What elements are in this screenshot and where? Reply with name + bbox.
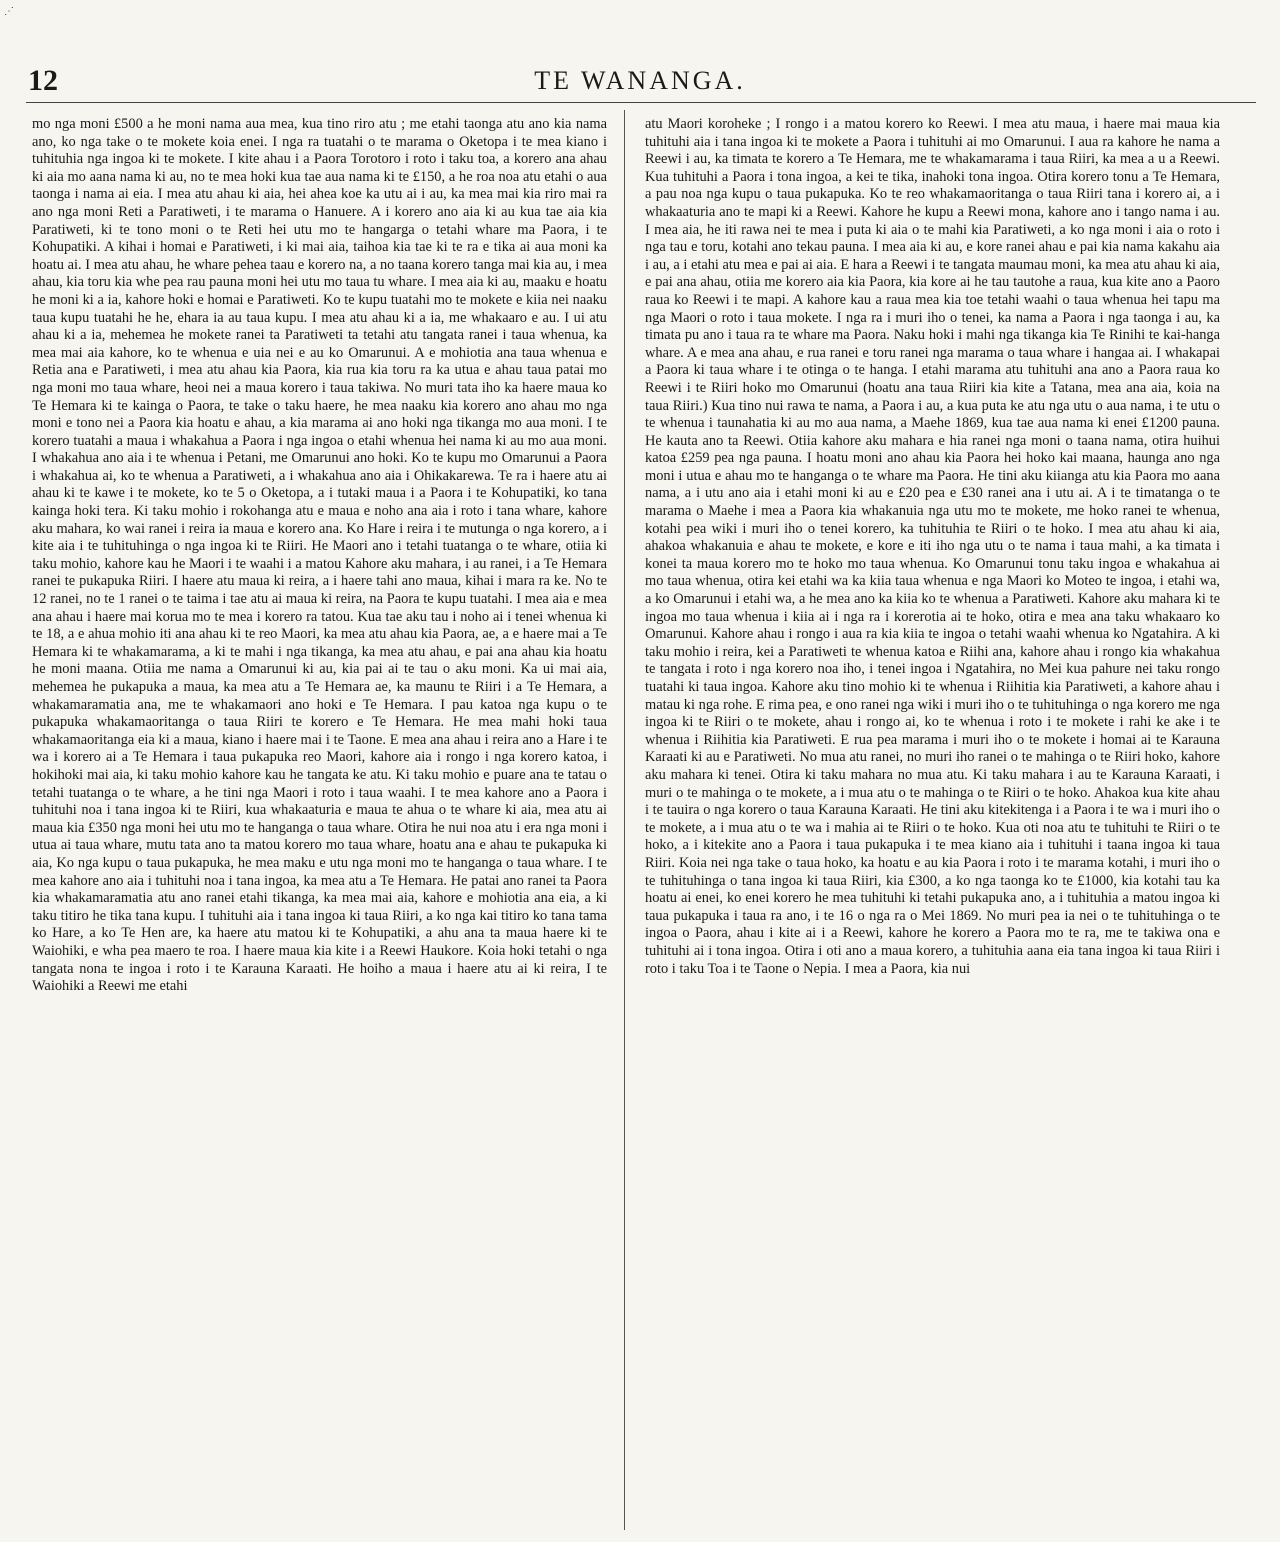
page-header [0,58,1280,108]
newspaper-title: TE WANANGA. [534,66,746,95]
page-number: 12 [28,64,58,97]
column-divider [624,110,625,1530]
left-column-text: mo nga moni £500 a he moni nama aua mea, kua tino riro atu ; me etahi taonga atu ano kia nama ano, ko nga take o te mokete koia enei. I nga ra tuatahi o te marama o Oketopa i te mea kiano i tuhituhia nga ingoa ki te mokete. I kite ahau i a Paora Torotoro i roto i taku toa, a korero ana ahau ki aia mo aana nama ki au, no te mea hoki kua tae aua nama ki te £150, a he roa noa atu etahi o aua taonga i nama ai eia. I mea atu ahau ki aia, hei ahea koe ka utu ai i au, ka mea mai kia riro mai ra ano nga moni Reti a Paratiweti, i te marama o Hanuere. A i korero ano aia ki au kua tae aia kia Paratiweti, ki te tono moni o te Reti hei utu mo te hangarga o tetahi whare ma Paora, i te Kohupatiki. A kihai i homai e Paratiweti, i ki mai aia, taihoa kia tae ki te ra e tika ai aua moni ka hoatu ai. I mea atu ahau, he whare pehea taau e korero na, a no taana korero tanga mai kia au, i mea ahau, kia toru kia whe pea rau pauna moni hei utu mo taua tu whare. I mea aia ki au, maaku e hoatu he moni ki a ia, kahore hoki e homai e Paratiweti. Ko te kupu tuatahi mo te mokete e kiia nei naaku taua kupu tuatahi he he, ehara ia au taua kupu. I mea atu ahau ki a ia, me whakaaro e au. I ui atu ahau ki a ia, mehemea he mokete ranei ta Paratiweti ta tetahi atu tangata ranei i taua whenua, ka mea mai aia kahore, ko te whenua e uia nei e au ko Omarunui. A e mohiotia ana taua whenua e Retia ana e Paratiweti, i mea atu ahau kia Paora, kia rua kia toru ra ka utua e ahau taua patai mo nga moni mo taua whare, heoi nei a maua korero i taua takiwa. No muri tata iho ka haere maua ko Te Hemara ki te kainga o Paora, te take o taku haere, he mea naaku kia korero ano ahau mo nga moni e tono nei a Paora kia hoatu e ahau, a kia marama ai ano hoki nga tikanga mo aua moni. I te korero tuatahi a maua i whakahua a Paora i nga ingoa o etahi whenua hei nama ki au mo aua moni. I whakahua ano aia i te whenua i Petani, me Omarunui ano hoki. Ko te kupu mo Omarunui a Paora i whakahua ai, ko te whenua a Paratiweti, a i whakahua ano aia i Ohikakarewa. Te ra i haere atu ai ahau ki te kawe i te mokete, ko te 5 o Oketopa, a i tutaki maua i a Paora i te Kohupatiki, ko tana kainga hoki tera. Ki taku mohio i rokohanga atu e maua e noho ana aia i roto i tana whare, kahore aku mahara, ko wai ranei i reira ia maua e korero ana. Ko Hare i reira i te mutunga o nga korero, a i kite aia i te tuhituhinga o nga ingoa ki te Riiri. He Maori ano i tetahi tuatanga o te whare, otiia ki taku mohio, kahore kau he Maori i te waahi i a matou Kahore aku mahara, i au ranei, i a Te Hemara ranei te pukapuka Riiri. I haere atu maua ki reira, a i haere tahi ano maua, kihai i mara ra ke. No te 12 ranei, no te 1 ranei o te taima i tae atu ai maua ki reira, na Paora te kupu tuatahi. I mea aia e mea ana ahau i haere mai korua mo te mea i korero ra tatou. Kua tae aku tau i noho ai i tenei whenua ki te 18, a e ahua mohio iti ana ahau ki te reo Maori, ka mea atu ahau kia Paora, ae, a e haere mai a Te Hemara ki te whakamarama, a ki te mahi i nga tikanga, ka mea atu ahau, e pai ana ahau kia hoatu he moni maana. Otiia me nama a Omarunui ki au, kia pai ai te tau o aku moni. Ka ui mai aia, mehemea he pukapuka a maua, ka mea atu a Te Hemara ae, ka maunu te Riiri i a Te Hemara, a whakamaramatia ana, me te whakamaori ano hoki e Te Hemara. I pau katoa nga kupu o te pukapuka whakamaoritanga o taua Riiri te korero e Te Hemara. He mea mahi hoki taua whakamaoritanga eia ki a maua, kiano i haere mai i te Taone. E mea ana ahau i reira ano a Hare i te wa i korero ai a Te Hemara i taua pukapuka reo Maori, kahore aia i rongo i nga korero katoa, i hokihoki mai aia, ki taku mohio kahore kau he tangata ke atu. Ki taku mohio e puare ana te tatau o tetahi tuatanga o te whare, a he tini nga Maori i roto i taua waahi. I te mea kahore ano a Paora i tuhituhi noa i tana ingoa ki te Riiri, kua whakaaturia e maua te ahua o te whare ki aia, mea atu ai maua kia £350 nga moni hei utu mo te hanganga o taua whare. Otira he nui noa atu i era nga moni i utua ai taua whare, mutu tata ano ta matou korero mo taua whare, hoatu ana e ahau te pukapuka ki aia, Ko nga kupu o taua pukapuka, he mea maku e utu nga moni mo te hanganga o taua whare. I te mea kahore ano aia i tuhituhi noa i tana ingoa, ka mea atu a Te Hemara. He patai ano ranei ta Paora kia whakamaramatia atu ano ranei etahi tikanga, ka mea mai aia, kahore e mohiotia ana eia, a ki taku titiro he tika tana kupu. I tuhituhi aia i tana ingoa ki taua Riiri, a ko nga kai titiro ko tana tama ko Hare, a ko Te Hen are, ka haere atu matou ki te Kohupatiki, a ahu ana ta maua haere ki te Waiohiki, e wha pea maero te roa. I haere maua kia kite i a Reewi Haukore. Koia hoki tetahi o nga tangata nona te ingoa i roto i te Karauna Karaati. He hoiho a maua i haere atu ai ki reira, I te Waiohiki a Reewi me etahi [32,116,607,995]
header-rule [26,102,1256,103]
scan-corner-mark: ⋰ [4,6,14,17]
right-column-text: atu Maori koroheke ; I rongo i a matou korero ko Reewi. I mea atu maua, i haere mai maua kia tuhituhi aia i tana ingoa ki te mokete a Paora i tuhituhi ai mo Omarunui. I aua ra kahore he nama a Reewi i au, ka timata te korero a Te Hemara, me te whakamarama i taua Riiri, ka mea a u a Reewi. Kua tuhituhi a Paora i tona ingoa, a kei te tika, inahoki tona ingoa. Otira korero tonu a Te Hemara, a pau noa nga kupu o taua pukapuka. Ko te reo whakamaoritanga o taua Riiri tana i korero ai, a i whakaaturia ano te mapi ki a Reewi. Kahore he kupu a Reewi mona, kahore ano i tango nama i au. I mea aia, he iti rawa nei te mea i puta ki aia o te mahi kia Paratiweti, a ko nga moni i aia o roto i nga tau e toru, kotahi ano tekau pauna. I mea aia ki au, e kore ranei ahau e pai kia nama kakahu aia i au, a i etahi atu mea e pai ai aia. E hara a Reewi i te tangata maumau moni, ka mea atu ahau ki aia, e pai ana ahau, otiia me korero aia kia Paora, kia kore ai he tau tautohe a raua, kua kite ano a Paoro raua ko Reewi i te mapi. A kahore kau a raua mea kia toe tetahi waahi o taua whenua hei tapu ma nga Maori o roto i taua mokete. I nga ra i muri iho o tenei, ka nama a Paora i nga taonga i au, ka timata pu ano i taua ra te whare ma Paora. Naku hoki i mahi nga tikanga kia Te Rinihi te kai-hanga whare. A e mea ana ahau, e rua ranei e toru ranei nga marama o taua whare i hangaa ai. I whakapai a Paora ki taua whare i te otinga o te hanga. I etahi marama atu tuhituhi ana ano a Paora raua ko Reewi i te Riiri hoko mo Omarunui (hoatu ana taua Riiri kia kite a Tatana, mea ana aia, koia na taua Riiri.) Kua tino nui rawa te nama, a Paora i au, a kua puta ke atu nga utu o aua nama, i te utu o te whenua i taunahatia ki au mo aua nama, a Maehe 1869, kua tae aua nama ki enei £1200 pauna. He kauta ano ta Reewi. Otiia kahore aku mahara e hia ranei nga moni o taana nama, otira huihui katoa £259 pea nga pauna. I hoatu moni ano ahau kia Paora hei hoko kai maana, haunga ano nga moni i utua e ahau mo te hanganga o te whare ma Paora. He tini aku kiianga atu kia Paora mo aana nama, a i utu ano aia i etahi moni ki au e £20 pea e £30 ranei ana i utu ai. A i te timatanga o te marama o Maehe i mea a Paora kia whakanuia nga utu mo te mokete, me hoko ranei te whenua, kotahi pea wiki i muri iho o tenei korero, ka tuhituhia te Riiri o te hoko. I mea atu ahau ki aia, ahakoa whakanuia e ahau te mokete, e kore e iti iho nga utu o te nama i taua mahi, a ka timata i konei ta maua korero mo te hoko mo taua whenua. Ko Omarunui tonu taku ingoa e whakahua ai mo taua whenua, otira kei etahi wa ka kiia taua whenua e nga Maori ko Moteo te ingoa, i etahi wa, a ko Omarunui i etahi wa, a he mea ano ka kiia ko te whenua a Paratiweti. Kahore aku mahara ki te ingoa mo taua whenua i kiia ai i nga ra i korerotia ai te hoko, otira e mea ana taku whakaaro ko Omarunui. Kahore ahau i rongo i aua ra kia kiia te ingoa o tetahi waahi whenua ko Ngatahira. A ki taku mohio i reira, kei a Paratiweti te whenua katoa e Riihi ana, kahore ahau i rongo kia whakahua te tangata i roto i nga korero noa iho, i tenei ingoa i Ngatahira, no Mei kua pahure nei taku rongo tuatahi ki taua ingoa. Kahore aku tino mohio ki te whenua i Riihitia kia Paratiweti, a kahore ahau i matau ki nga rohe. E rima pea, e ono ranei nga wiki i muri iho o te tuhituhinga o nga korero me nga ingoa ki te Riiri o te mokete, ahau i rongo ai, ko te whenua i roto i te mokete i rahi ke ake i te whenua i Riihitia kia Paratiweti. E rua pea marama i muri iho o te mokete i homai ai te Karauna Karaati ki au e Paratiweti. No mua atu ranei, no muri iho ranei o te mahinga o te Riiri hoko, kahore aku mahara ki tenei. Otira ki taku mahara no mua atu. Ki taku mahara i au te Karauna Karaati, i muri o te mahinga o te mokete, a i mua atu o te mahinga o te Riiri o te hoko. Ahakoa kua kite ahau i te tauira o nga korero o taua Karauna Karaati. He tini aku kitekitenga i a Paora i te wa i muri iho o te mokete, a i mua atu o te wa i mahia ai te Riiri o te hoko. Kua oti noa atu te tuhituhi te Riiri o te hoko, a i kitekite ano a Paora i taua pukapuka i te mea kiano aia i tuhituhi i taana ingoa ki taua Riiri. Koia nei nga take o taua hoko, ka hoatu e au kia Paora i roto i te marama kotahi, i muri iho o te tuhituhinga o tana ingoa ki taua Riiri, kia £300, a ko nga taonga ko te £1000, kia kotahi tau ka hoatu ai enei, ko enei korero he mea tuhituhi ki tetahi pukapuka ano, a i tuhituhia a matou ingoa ki taua pukapuka i taua ra ano, i te 16 o nga ra o Mei 1869. No muri pea ia nei o te tuhituhinga o te ingoa o Paora, ahau i kite ai i a Reewi, kahore he korero a Paora mo te ra, me te takiwa ona e tuhituhi ai i tona ingoa. Otira i oti ano a maua korero, a tuhituhia aana eia tana ingoa ki taua Riiri i roto i taku Toa i te Taone o Nepia. I mea a Paora, kia nui [645,116,1220,977]
right-column [645,116,1220,1526]
left-column [32,116,607,1526]
